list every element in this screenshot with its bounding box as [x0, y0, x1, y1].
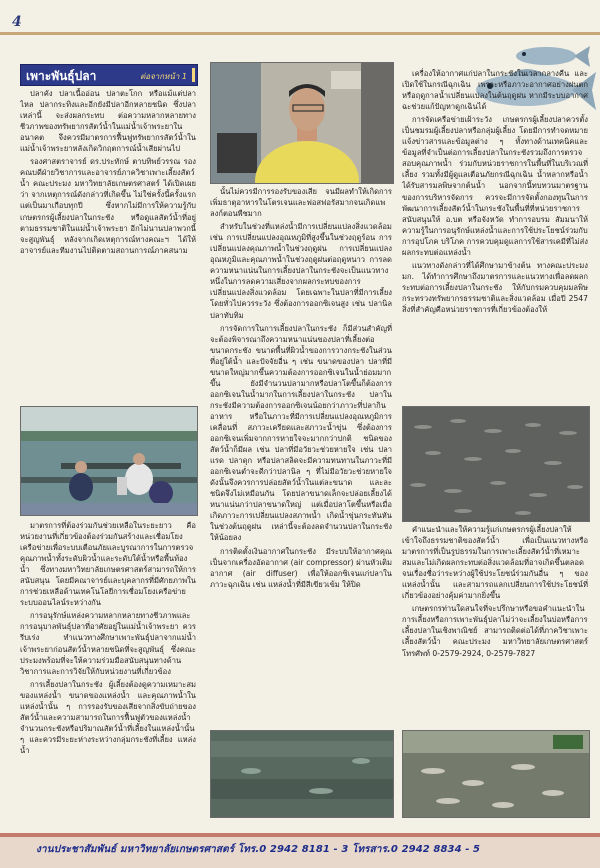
column-3-bottom [402, 524, 588, 726]
paragraph: ปลาคัง ปลาเนื้ออ่อน ปลาตะโกก หรือแม้แต่ปลาไหล ปลากระทิงและอีกยังมีปลาอีกหลายชนิด ซึ่งปลาเหล่านี้ จะส่งผลกระทบ ต่อความหลากหลายทางชีวภาพของทรัพยากรสัตว์น้ำในแม่น้ำเจ้าพระยาในอนาคต จึงควรมีมาตรการฟื้นฟูทรัพยากรสัตว์น้ำในแม่น้ำเจ้าพระยาหลังเกิดวิกฤตการณ์น้ำเสียผ่านไป [20, 89, 196, 154]
footer-edge [0, 833, 600, 837]
paragraph: คำแนะนำและให้ความรู้แก่เกษตรกรผู้เลี้ยงปลาให้เข้าใจถึงธรรมชาติของสัตว์น้ำ เพื่อเป็นแนวทางหรือมาตรการที่เป็นรูปธรรมในการเพาะเลี้ยงสัตว์น้ำที่เหมาะสมและไม่เกิดผลกระทบต่อสิ่งแวดล้อมที่อาจเกิดขึ้นตลอดจนเรื่องชื่อว่าระหว่างผู้ใช้ประโยชน์ร่วมกันอื่น ๆ ของแหล่งน้ำนั้น และสามารถแลกเปลี่ยนการใช้ประโยชน์ที่เกี่ยวข้องอย่างคุ้มค่ามากยิ่งขึ้น [402, 525, 588, 601]
paragraph: มาตรการที่ต้องร่วมกันช่วยเหลือในระยะยาว คือ หน่วยงานที่เกี่ยวข้องต้องร่วมกันสร้างและเชื่อมโยงเครือข่ายเพื่อระบบเตือนภัยและบูรณาการในการตรวจคุณภาพน้ำทั้งระดับผิวน้ำและระดับใต้น้ำหรือพื้นท้องน้ำ ซึ่งทางมหาวิทยาลัยเกษตรศาสตร์สามารถให้การสนับสนุน โดยมีคณาจารย์และบุคลากรที่มีศักยภาพในการช่วยเหลือด้านเทคโนโลยีการเชื่อมโยงเครือข่ายระบบออนไลน์ระหว่างกัน [20, 521, 196, 608]
paragraph: การจัดการในการเลี้ยงปลาในกระชัง ก็มีส่วนสำคัญที่จะต้องพิจารณาถึงความหนาแน่นของปลาที่เลี้ยงต่อขนาดกระชัง ขนาดพื้นที่ผิวน้ำของการวางกระชังในส่วนที่อยู่ใต้น้ำ และปัจจัยอื่น ๆ เช่น ขนาดของปลา ปลาที่มีขนาดใหญ่มากขึ้นความต้องการออกซิเจนในน้ำย่อมมากขึ้น ยังมีจำนวนปลามากหรือปลาโตขึ้นก็ต้องการออกซิเจนในน้ำมากในการเลี้ยงปลาในกระชัง ปลาในกระชังมีความต้องการออกซิเจนน้อยกว่าภาวะที่ปลากินอาหาร หรือในภาวะที่มีการเปลี่ยนแปลงอุณหภูมิการเคลื่อนที่ สภาวะเครียดและสภาวะน้ำขุ่น ซึ่งต้องการออกซิเจนเพิ่มจากการหายใจจะมากกว่าปกติ ชนิดของสัตว์น้ำก็มีผล เช่น ปลาที่มีอวัยวะช่วยหายใจ เช่น ปลาแรด ปลาดุก หรือปลาสลิดจะมีความทนทานในภาวะที่มีออกซิเจนต่ำจะดีกว่าปลานิล ๆ ที่ไม่มีอวัยวะช่วยหายใจ ดังนั้นจึงควรการปล่อยสัตว์น้ำในแต่ละขนาด และละชนิดจึงไม่เหมือนกัน โดยปลาขนาดเล็กจะปล่อยเลี้ยงได้หนาแน่นกว่าปลาขนาดใหญ่ แต่เมื่อปลาโตขึ้นหรือเมื่อเกิดภาวะการเปลี่ยนแปลงสภาพน้ำ เกิดน้ำขุ่นกระทันหันในช่วงต้นฤดูฝน เหล่านี้จะต้องลดจำนวนปลาในกระชังให้น้อยลง [210, 323, 392, 543]
photo-dead-fish [402, 730, 590, 818]
banner-bar [192, 68, 195, 82]
paragraph: รองศาสตราจารย์ ดร.ประทักษ์ ตาบทิพย์วรรณ รองคณบดีฝ่ายวิชาการและอาจารย์ภาควิชาเพาะเลี้ยงสัตว์น้ำ คณะประมง มหาวิทยาลัยเกษตรศาสตร์ ได้เปิดเผยว่า จากเหตุการณ์ดังกล่าวที่เกิดขึ้น ไม่ใช่ครั้งนี้ครั้งแรก แต่เป็นมาเกือบทุกปี ซึ่งหากไม่มีการให้ความรู้กับเกษตรกรผู้เลี้ยงปลาในกระชัง หรือดูแลสัตว์น้ำที่อยู่ตามธรรมชาติในแม่น้ำเจ้าพระยา อีกไม่นานปลาพวกนี้จะสูญพันธุ์ หลังจากเกิดเหตุการณ์ทางคณะฯ ได้ให้อาจารย์และทีมงานไปติดตามสถานการณ์ภาคสนาม [20, 157, 196, 255]
page-number: 4 [12, 14, 22, 30]
section-continued: ต่อจากหน้า 1 [140, 72, 187, 81]
paragraph: การเลี้ยงปลาในกระชัง ผู้เลี้ยงต้องดูความเหมาะสมของแหล่งน้ำ ขนาดของแหล่งน้ำ และคุณภาพน้ำในแหล่งน้ำนั้น ๆ การรองรับของเสียจากสิ่งขับถ่ายของสัตว์น้ำและความสามารถในการฟื้นฟูตัวของแหล่งน้ำ จำนวนกระชังหรือปริมาณสัตว์น้ำที่เลี้ยงในแหล่งน้ำนั้น ๆ และควรมีระยะห่างระหว่างกลุ่มกระชังที่เลี้ยง แหล่งน้ำ [20, 679, 196, 755]
paragraph: การจัดเครือข่ายเฝ้าระวัง เกษตรกรผู้เลี้ยงปลาควรตั้งเป็นชมรมผู้เลี้ยงปลาหรือกลุ่มผู้เลี้ยง โดยมีการทำจดหมายแจ้งข่าวสารและข้อมูลต่าง ๆ ทั้งทางด้านเทคนิคและข้อมูลที่จำเป็นต่อการเลี้ยงปลาในกระชังรวมถึงการตรวจสอบคุณภาพน้ำ ร่วมกับหน่วยราชการในพื้นที่ในบริเวณที่เลี้ยง รวมทั้งมีผู้ดูแลเตือนภัยกรณีฉุกเฉิน น้ำหลากหรือน้ำได้รับสารมลพิษจากต้นน้ำ นอกจากนี้ทบทวนมาตรฐานของการบริหารจัดการ ควรจะมีการจัดตั้งกองทุนในการพัฒนาการเลี้ยงสัตว์น้ำในกระชังในพื้นที่ที่หน่วยราชการสนับสนุนให้ อ.บต หรือจังหวัด ทำการอบรม สัมมนาให้ความรู้ในการอนุรักษ์แหล่งน้ำและการใช้ประโยชน์ร่วมกับการอุปโภค บริโภค การควบคุมดูแลการใช้สารเคมีที่ไม่ส่งผลกระทบต่อแหล่งน้ำ [402, 115, 588, 257]
section-banner [20, 64, 198, 86]
column-3-top [402, 68, 588, 402]
paragraph: เครื่องให้อากาศแก่ปลาในกระชังในเวลากลางคืน และเปิดใช้ในกรณีฉุกเฉิน เพราะหรือภาวะอากาศอย่างฝนตกหรือฤดูกาลน้ำเปลี่ยนแปลงในต้นฤดูฝน หากมีระบบอากาศฉะช่วยแก้ปัญหาดูกเฉินได้ [402, 69, 588, 112]
column-1-bottom [20, 520, 196, 816]
photo-fish-cages [20, 406, 198, 516]
section-title: เพาะพันธุ์ปลา [26, 69, 97, 83]
paragraph: เกษตรกรท่านใดสนใจที่จะปรึกษาหรือขอคำแนะนำในการเลี้ยงหรือการเพาะพันธุ์ปลาไม่ว่าจะเลี้ยงในบ่อหรือการเลี้ยงปลาในเชิงพาณิชย์ สามารถติดต่อได้ที่ภาควิชาเพาะเลี้ยงสัตว์น้ำ คณะประมง มหาวิทยาลัยเกษตรศาสตร์ โทรศัพท์ 0-2579-2924, 0-2579-7827 [402, 604, 588, 658]
paragraph: สำหรับในช่วงที่แหล่งน้ำมีการเปลี่ยนแปลงสิ่งแวดล้อม เช่น การเปลี่ยนแปลงอุณหภูมิที่สูงขึ้นในช่วงฤดูร้อน การเปลี่ยนแปลงคุณภาพน้ำในช่วงฤดูฝน การเปลี่ยนแปลงอุณหภูมิและคุณภาพน้ำในช่วงฤดูฝนต่อฤดูหนาว การลดความหนาแน่นในการเลี้ยงปลาในกระชังจะเป็นแนวทางหนึ่งในการลดความเสี่ยงจากผลกระทบของการเปลี่ยนแปลงสิ่งแวดล้อม โดยเฉพาะในปลาที่มีการเลี้ยงโดยทั่วไปควรระวัง ซึ่งต้องการออกซิเจนสูง เช่น ปลานิล ปลาทับทิม [210, 222, 392, 320]
footer-contact: งานประชาสัมพันธ์ มหาวิทยาลัยเกษตรศาสตร์ โทร.0 2942 8181 - 3 โทรสาร.0 2942 8834 - 5 [36, 844, 481, 855]
column-1-top [20, 88, 196, 402]
photo-fish-school [402, 406, 590, 522]
top-rule [0, 32, 600, 35]
footer-bar [0, 833, 600, 868]
paragraph: แนวทางดังกล่าวที่ได้ศึกษามาข้างต้น ทางคณะประมง มก. ได้ทำการศึกษาถึงมาตรการและแนวทางเพื่อลดผลกระทบต่อการเลี้ยงปลาในกระชัง ให้กับกรมควบคุมมลพิษ กระทรวงทรัพยากรธรรมชาติและสิ่งแวดล้อม เมื่อปี 2547 สิ่งที่สำคัญคือหน่วยราชการที่เกี่ยวข้องต้องให้ [402, 260, 588, 314]
paragraph: นั้นไม่ควรมีการรองรับของเสีย จนมีผลทำให้เกิดการเพิ่มธาตุอาหารในโตรเจนและฟอสฟอรัสมากจนเกิดแพลงก์ตอนพืชมาก [210, 187, 392, 219]
paragraph: การติดตั้งเงินอากาศในกระชัง มีระบบให้อากาศคุณเป็นจากเครื่องอัดอากาศ (air compressor) ผ่านหัวเติมอากาศ (air diffuser) เพื่อให้ออกซิเจนแก่ปลาในภาวะฉุกเฉิน เช่น แหล่งน้ำที่มีสีเขียวเข้ม ให้ปิด [210, 546, 392, 589]
photo-fish-water [210, 730, 394, 818]
paragraph: การอนุรักษ์แหล่งความหลากหลายทางชีวภาพและการอนุบาลพันธุ์ปลาที่อาศัยอยู่ในแม่น้ำเจ้าพระยา ควรรีบเร่ง ทำแนวทางศึกษาเพาะพันธุ์ปลาจากแม่น้ำเจ้าพระยาก่อนสัตว์น้ำหลายชนิดที่จะสูญพันธุ์ ซึ่งคณะประมงพร้อมที่จะให้ความร่วมมือสนับสนุนทางด้านวิชาการและการวิจัยให้กับหน่วยงานที่เกี่ยวข้อง [20, 611, 196, 676]
photo-portrait [210, 62, 394, 184]
column-2 [210, 186, 392, 726]
